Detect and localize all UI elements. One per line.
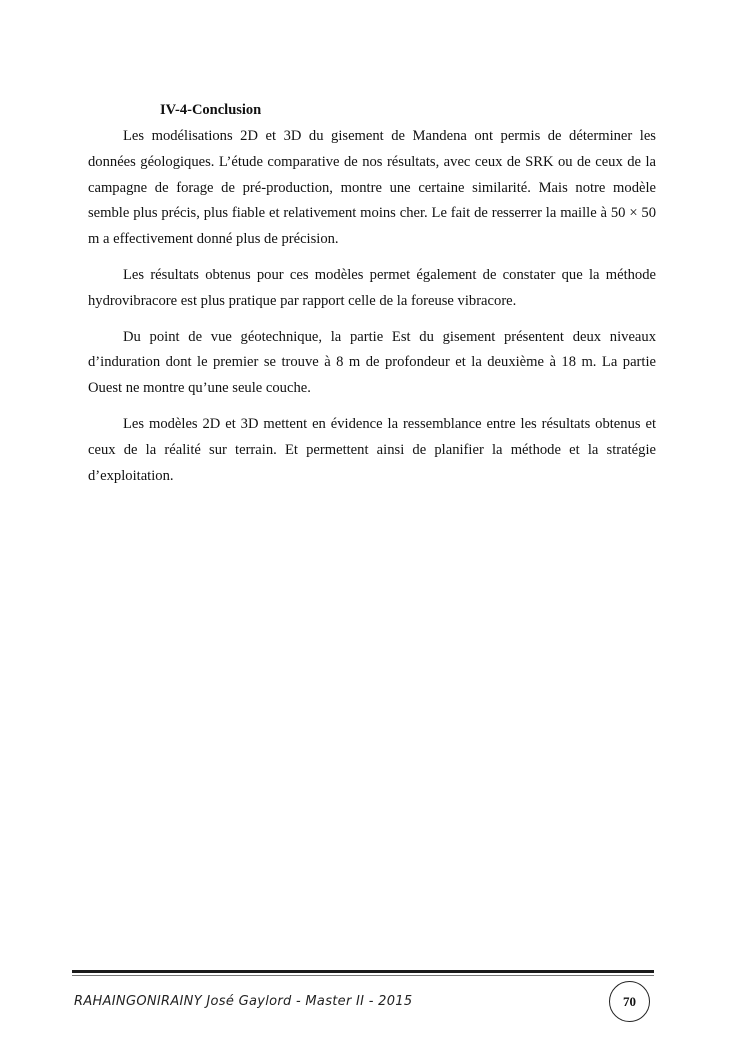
footer-rule-thin: [72, 975, 654, 976]
paragraph-1: Les modélisations 2D et 3D du gisement de Mandena ont permis de déterminer les données géologiques. L’étude comparative de nos résultats, avec ceux de SRK ou de ceux de la campagne de forage de pré-production, montre une certaine similarité. Mais notre modèle semble plus précis, plus fiable et relativement moins cher. Le fait de resserrer la maille à 50 × 50 m a effectivement donné plus de précision.: [88, 128, 656, 248]
footer-author-line: RAHAINGONIRAINY José Gaylord - Master II - 2015: [74, 994, 413, 1009]
footer-rule: [72, 970, 654, 973]
paragraph-3: Du point de vue géotechnique, la partie Est du gisement présentent deux niveaux d’induration dont le premier se trouve à 8 m de profondeur et la deuxième à 18 m. La partie Ouest ne montre qu’une seule couche.: [88, 328, 656, 397]
page-body: [88, 100, 656, 499]
section-heading: IV-4-Conclusion: [160, 102, 262, 118]
page-number: 70: [609, 981, 650, 1022]
paragraph-4: Les modèles 2D et 3D mettent en évidence la ressemblance entre les résultats obtenus et ceux de la réalité sur terrain. Et permettent ainsi de planifier la méthode et la stratégie d’exploitation.: [88, 415, 656, 484]
paragraph-2: Les résultats obtenus pour ces modèles permet également de constater que la méthode hydrovibracore est plus pratique par rapport celle de la foreuse vibracore.: [88, 266, 656, 309]
